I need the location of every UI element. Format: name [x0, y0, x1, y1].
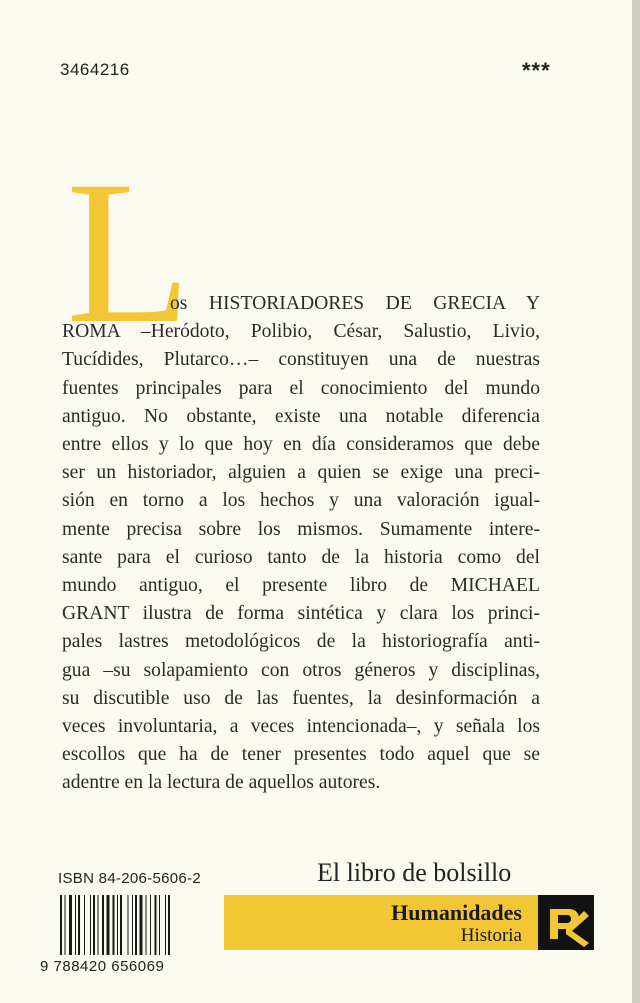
- blurb-line: pales lastres metodológicos de la historiografía anti-: [62, 631, 540, 653]
- blurb-line: os HISTORIADORES DE GRECIA Y: [170, 293, 540, 314]
- isbn-label: ISBN 84-206-5606-2: [58, 870, 201, 887]
- page-edge: [632, 0, 640, 1003]
- drop-cap-letter: L: [66, 139, 192, 366]
- blurb-line: su discutible uso de las fuentes, la desinformación a: [62, 687, 540, 709]
- blurb-line: adentre en la lectura de aquellos autores.: [62, 772, 381, 794]
- blurb-line: escollos que ha de tener presentes todo aquel que se: [62, 744, 540, 766]
- catalog-code: 3464216: [60, 60, 130, 79]
- barcode-icon: [60, 895, 200, 955]
- blurb-line: mundo antiguo, el presente libro de MICHAEL: [62, 575, 540, 597]
- blurb-line: sión en torno a los hechos y una valoración igual-: [62, 490, 540, 512]
- barcode-digits: 9 788420 656069: [40, 958, 165, 975]
- blurb-line: GRANT ilustra de forma sintética y clara los princi-: [62, 603, 540, 625]
- series-name: El libro de bolsillo: [317, 858, 512, 887]
- blurb-line: veces involuntaria, a veces intencionada–, y señala los: [62, 716, 540, 738]
- blurb-line: fuentes principales para el conocimiento del mundo: [62, 377, 540, 399]
- blurb-line: ROMA –Heródoto, Polibio, César, Salustio, Livio,: [62, 321, 540, 343]
- blurb-line: entre ellos y lo que hoy en día consideramos que debe: [62, 434, 540, 456]
- collection-category: Humanidades: [391, 900, 522, 925]
- blurb-line: ser un historiador, alguien a quien se exige una preci-: [62, 462, 540, 484]
- collection-subcategory: Historia: [460, 925, 522, 946]
- collection-band: [224, 895, 538, 950]
- blurb-line: sante para el curioso tanto de la historia como del: [62, 546, 540, 568]
- blurb-line: Tucídides, Plutarco…– constituyen una de nuestras: [62, 349, 540, 371]
- blurb-line: mente precisa sobre los mismos. Sumamente intere-: [62, 518, 540, 540]
- blurb-line: gua –su solapamiento con otros géneros y disciplinas,: [62, 659, 540, 681]
- blurb-text: [62, 290, 540, 798]
- publisher-logo: [538, 895, 594, 950]
- star-rating-mark: ***: [522, 58, 551, 83]
- alianza-logo-icon: [538, 895, 594, 950]
- blurb-line: antiguo. No obstante, existe una notable diferencia: [62, 405, 540, 427]
